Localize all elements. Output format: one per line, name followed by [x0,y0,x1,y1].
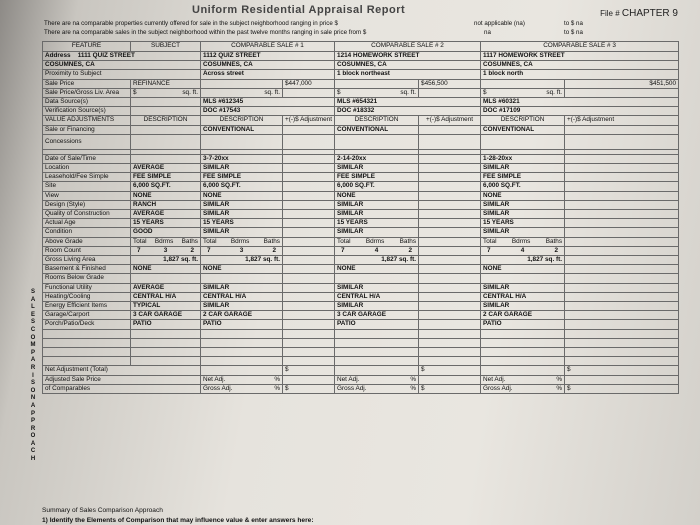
grid-row [43,173,679,182]
comp2-value: SIMILAR [335,302,419,311]
sale-financing-label: Sale or Financing [43,125,131,134]
comp1-room-count: 7 3 2 [201,246,283,255]
summary-label: Summary of Sales Comparison Approach [42,507,163,514]
sales-comparison-grid: FEATURE SUBJECT COMPARABLE SALE # 1 COMPARABLE SALE # 2 COMPARABLE SALE # 3 Address 1111 QUIZ STREET 1112 QUIZ STREET 1214 HOMEWORK STREET 1117 HOMEWORK STREET COSUMNES, CA COSUMNES, CA COSUMNES, CA COSUMNES, CA Proximity to Subject Across street 1 block northeast 1 block north Sale Price REFINANCE $447,000 $456,500 $451,500 Sale Price/Gross Liv. Area $ sq. ft. sq. ft. $ sq. ft. $ sq. ft. Data Source(s) MLS #612345 MLS #654321 MLS #60321 Verification Source(s) DOC #17543 DOC #18332 DOC #17109 VALUE ADJUSTMENTS DESCRIPTION DESCRIPTION +(-)$ Adjustment DESCRIPTION +(-)$ Adjustment DESCRIPTION +(-)$ Adjustment Sale or Financing CONVENTIONAL CONVENTIONAL CONVENTIONAL Concessions Date of Sale/Time 3-7-20xx 2-14-20xx 1-28-20xx Location AVERAGE SIMILAR SIMILAR SIMILAR Leasehold/Fee Simple FEE SIMPLE FEE SIMPLE FEE SIMPLE FEE SIMPLE Site 6,000 SQ.FT. 6,000 SQ.FT. 6,000 SQ.FT. 6,000 SQ.FT. View NONE NONE NONE NONE Design (Style) RANCH SIMILAR SIMILAR SIMILAR Quality of Construction AVERAGE SIMILAR SIMILAR SIMILAR Actual Age 15 YEARS 15 YEARS 15 YEARS 15 YEARS Condition GOOD SIMILAR SIMILAR SIMILAR Above Grade Total Bdrms Baths Total Bdrms Baths Total Bdrms Baths Total Bdrms Baths Room Count 7 3 2 7 3 2 7 4 2 7 4 2 Gross Living Area 1,827 sq. ft. 1,827 sq. ft. 1,827 sq. ft. 1,827 sq. ft. Basement & Finished NONE NONE NONE NONE Rooms Below Grade Functional Utility AVERAGE SIMILAR SIMILAR SIMILAR Heating/Cooling CENTRAL H/A CENTRAL H/A CENTRAL H/A CENTRAL H/A Energy Efficient Items TYPICAL SIMILAR SIMILAR SIMILAR Garage/Carport 3 CAR GARAGE 2 CAR GARAGE 3 CAR GARAGE 2 CAR GARAGE Porch/Patio/Deck PATIO PATIO PATIO PATIO Net Adjustment (Total) $ $ $ Adjusted Sale Price Net Adj. % Net Adj. % Net Adj. % of Comparables Gross Adj. % $ Gross Adj. % $ Gross Adj. % $ [42,41,679,394]
comp1-city: COSUMNES, CA [201,61,335,70]
grid-row [43,302,679,311]
comp1-value: 3-7-20xx [201,154,283,163]
comp3-value: SIMILAR [481,228,565,237]
grid-row [43,154,679,163]
comp3-header: COMPARABLE SALE # 3 [481,42,679,52]
comp1-value: 2 CAR GARAGE [201,311,283,320]
grid-row [43,320,679,329]
comp1-value: PATIO [201,320,283,329]
comp2-city: COSUMNES, CA [335,61,481,70]
comp1-header: COMPARABLE SALE # 1 [201,42,335,52]
comp1-description-header: DESCRIPTION [201,116,283,125]
row-label: Leasehold/Fee Simple [43,173,131,182]
comp2-value: SIMILAR [335,210,419,219]
subject-value: CENTRAL H/A [131,292,201,301]
subject-value: AVERAGE [131,283,201,292]
comp3-net-adjustment: $ [565,366,679,375]
subject-description-header: DESCRIPTION [131,116,201,125]
comp2-net-adj: Net Adj. % [335,375,419,384]
comp1-value: SIMILAR [201,210,283,219]
subject-value: NONE [131,265,201,274]
comp1-value: 15 YEARS [201,219,283,228]
comp3-value: 1-28-20xx [481,154,565,163]
grid-row [43,200,679,209]
comp3-price-gla: $ sq. ft. [481,88,565,97]
subject-value: GOOD [131,228,201,237]
grid-row [43,265,679,274]
section-sidebar-label: S A L E S C O M P A R I S O N A P P R O A C H [30,289,36,463]
comp3-description-header: DESCRIPTION [481,116,565,125]
grid-row [43,182,679,191]
row-label: Functional Utility [43,283,131,292]
comp1-value: SIMILAR [201,283,283,292]
subject-value: PATIO [131,320,201,329]
subject-sale-price: REFINANCE [131,79,201,88]
row-label: Energy Efficient Items [43,302,131,311]
grid-row [43,219,679,228]
question-1: 1) Identify the Elements of Comparison that may influence value & enter answers here: [42,517,314,524]
comp1-value: SIMILAR [201,228,283,237]
row-label: Basement & Finished [43,265,131,274]
comp2-adjustment-header: +(-)$ Adjustment [419,116,481,125]
subject-value: RANCH [131,200,201,209]
above-grade-label: Above Grade [43,237,131,246]
subject-value: 6,000 SQ.FT. [131,182,201,191]
comp3-value: NONE [481,265,565,274]
comp3-value [481,274,565,283]
comp2-price-gla: $ sq. ft. [335,88,419,97]
row-label: Garage/Carport [43,311,131,320]
comp3-gross-adj: Gross Adj. % [481,384,565,393]
appraisal-form [30,4,678,525]
value-adjustments-label: VALUE ADJUSTMENTS [43,116,131,125]
comp2-room-headers: Total Bdrms Baths [335,237,419,246]
comp1-price-gla: sq. ft. [201,88,283,97]
row-label: Actual Age [43,219,131,228]
net-adjustment-label: Net Adjustment (Total) [43,366,201,375]
subject-room-count: 7 3 2 [131,246,201,255]
comp1-value: SIMILAR [201,200,283,209]
comp2-description-header: DESCRIPTION [335,116,419,125]
comp3-city: COSUMNES, CA [481,61,679,70]
subject-value: AVERAGE [131,164,201,173]
comp3-address: 1117 HOMEWORK STREET [481,52,679,61]
subject-value [131,154,201,163]
comp3-data-source: MLS #60321 [481,98,679,107]
comp1-data-source: MLS #612345 [201,98,335,107]
comp3-value: 6,000 SQ.FT. [481,182,565,191]
comp3-value: SIMILAR [481,302,565,311]
comp3-proximity: 1 block north [481,70,679,79]
comp3-room-count: 7 4 2 [481,246,565,255]
file-number: File # CHAPTER 9 [600,8,678,19]
comp1-value: NONE [201,191,283,200]
comp3-value: SIMILAR [481,210,565,219]
comp1-financing: CONVENTIONAL [201,125,283,134]
comp3-financing: CONVENTIONAL [481,125,565,134]
subject-header: SUBJECT [131,42,201,52]
comp1-room-headers: Total Bdrms Baths [201,237,283,246]
subject-room-headers: Total Bdrms Baths [131,237,201,246]
of-comparables-label: of Comparables [43,384,201,393]
row-label: Heating/Cooling [43,292,131,301]
subject-price-gla: $ sq. ft. [131,88,201,97]
gla-label: Gross Living Area [43,256,131,265]
concessions-label: Concessions [43,134,131,149]
comp1-sale-price: $447,000 [283,79,335,88]
intro-line-1: There are na comparable properties currently offered for sale in the subject neighborhood ranging in price $ not applicable (na) to $ na [44,20,583,27]
comp2-value: 6,000 SQ.FT. [335,182,419,191]
comp1-value: SIMILAR [201,302,283,311]
comp3-verification: DOC #17109 [481,107,679,116]
comp1-gross-adj: Gross Adj. % [201,384,283,393]
subject-value: 3 CAR GARAGE [131,311,201,320]
row-label: Condition [43,228,131,237]
subject-gla: 1,827 sq. ft. [131,256,201,265]
proximity-label: Proximity to Subject [43,70,201,79]
data-source-label: Data Source(s) [43,98,131,107]
row-label: Porch/Patio/Deck [43,320,131,329]
comp2-value: SIMILAR [335,164,419,173]
subject-value: AVERAGE [131,210,201,219]
comp3-value: NONE [481,191,565,200]
subject-value: NONE [131,191,201,200]
comp2-financing: CONVENTIONAL [335,125,419,134]
grid-row [43,283,679,292]
comp1-address: 1112 QUIZ STREET [201,52,335,61]
grid-row [43,274,679,283]
comp1-net-adjustment: $ [283,366,335,375]
room-count-label: Room Count [43,246,131,255]
comp2-value: SIMILAR [335,283,419,292]
comp2-verification: DOC #18332 [335,107,481,116]
comp2-room-count: 7 4 2 [335,246,419,255]
comp2-value: 15 YEARS [335,219,419,228]
subject-value [131,274,201,283]
grid-row [43,228,679,237]
row-label: Quality of Construction [43,210,131,219]
comp1-gla: 1,827 sq. ft. [201,256,283,265]
subject-city: COSUMNES, CA [43,61,201,70]
comp1-verification: DOC #17543 [201,107,335,116]
comp2-value [335,274,419,283]
subject-address: Address 1111 QUIZ STREET [43,52,201,61]
comp2-value: CENTRAL H/A [335,292,419,301]
comp2-value: SIMILAR [335,228,419,237]
comp2-value: 3 CAR GARAGE [335,311,419,320]
grid-row [43,311,679,320]
comp2-gla: 1,827 sq. ft. [335,256,419,265]
comp3-room-headers: Total Bdrms Baths [481,237,565,246]
comp2-gross-adj: Gross Adj. % [335,384,419,393]
comp2-value: PATIO [335,320,419,329]
feature-header: FEATURE [43,42,131,52]
row-label: View [43,191,131,200]
subject-value: 15 YEARS [131,219,201,228]
comp2-sale-price: $456,500 [419,79,481,88]
comp2-value: NONE [335,265,419,274]
comp1-value: 6,000 SQ.FT. [201,182,283,191]
price-gla-label: Sale Price/Gross Liv. Area [43,88,131,97]
comp2-value: 2-14-20xx [335,154,419,163]
comp1-proximity: Across street [201,70,335,79]
comp3-value: PATIO [481,320,565,329]
intro-line-2: There are na comparable sales in the subject neighborhood within the past twelve months ranging in sale price from $ na to $ na [44,29,583,36]
comp3-sale-price: $451,500 [565,79,679,88]
comp1-adjustment-header: +(-)$ Adjustment [283,116,335,125]
comp3-value: 2 CAR GARAGE [481,311,565,320]
row-label: Date of Sale/Time [43,154,131,163]
comp1-value: CENTRAL H/A [201,292,283,301]
row-label: Location [43,164,131,173]
comp2-data-source: MLS #654321 [335,98,481,107]
comp3-value: SIMILAR [481,200,565,209]
grid-row [43,292,679,301]
verification-label: Verification Source(s) [43,107,131,116]
grid-row [43,191,679,200]
comp2-value: NONE [335,191,419,200]
comp2-header: COMPARABLE SALE # 2 [335,42,481,52]
comp3-value: SIMILAR [481,164,565,173]
row-label: Site [43,182,131,191]
comp3-value: FEE SIMPLE [481,173,565,182]
comp2-proximity: 1 block northeast [335,70,481,79]
grid-row [43,164,679,173]
comp1-value [201,274,283,283]
comp2-net-adjustment: $ [419,366,481,375]
form-title: Uniform Residential Appraisal Report [192,4,406,16]
comp1-net-adj: Net Adj. % [201,375,283,384]
comp1-value: FEE SIMPLE [201,173,283,182]
subject-value: TYPICAL [131,302,201,311]
comp3-value: SIMILAR [481,283,565,292]
row-label: Rooms Below Grade [43,274,131,283]
comp3-value: 15 YEARS [481,219,565,228]
comp1-value: NONE [201,265,283,274]
comp3-adjustment-header: +(-)$ Adjustment [565,116,679,125]
comp1-value: SIMILAR [201,164,283,173]
comp2-address: 1214 HOMEWORK STREET [335,52,481,61]
comp3-net-adj: Net Adj. % [481,375,565,384]
adjusted-sale-price-label: Adjusted Sale Price [43,375,201,384]
sale-price-label: Sale Price [43,79,131,88]
comp2-value: SIMILAR [335,200,419,209]
row-label: Design (Style) [43,200,131,209]
comp2-value: FEE SIMPLE [335,173,419,182]
comp3-gla: 1,827 sq. ft. [481,256,565,265]
comp3-value: CENTRAL H/A [481,292,565,301]
grid-row [43,210,679,219]
subject-value: FEE SIMPLE [131,173,201,182]
